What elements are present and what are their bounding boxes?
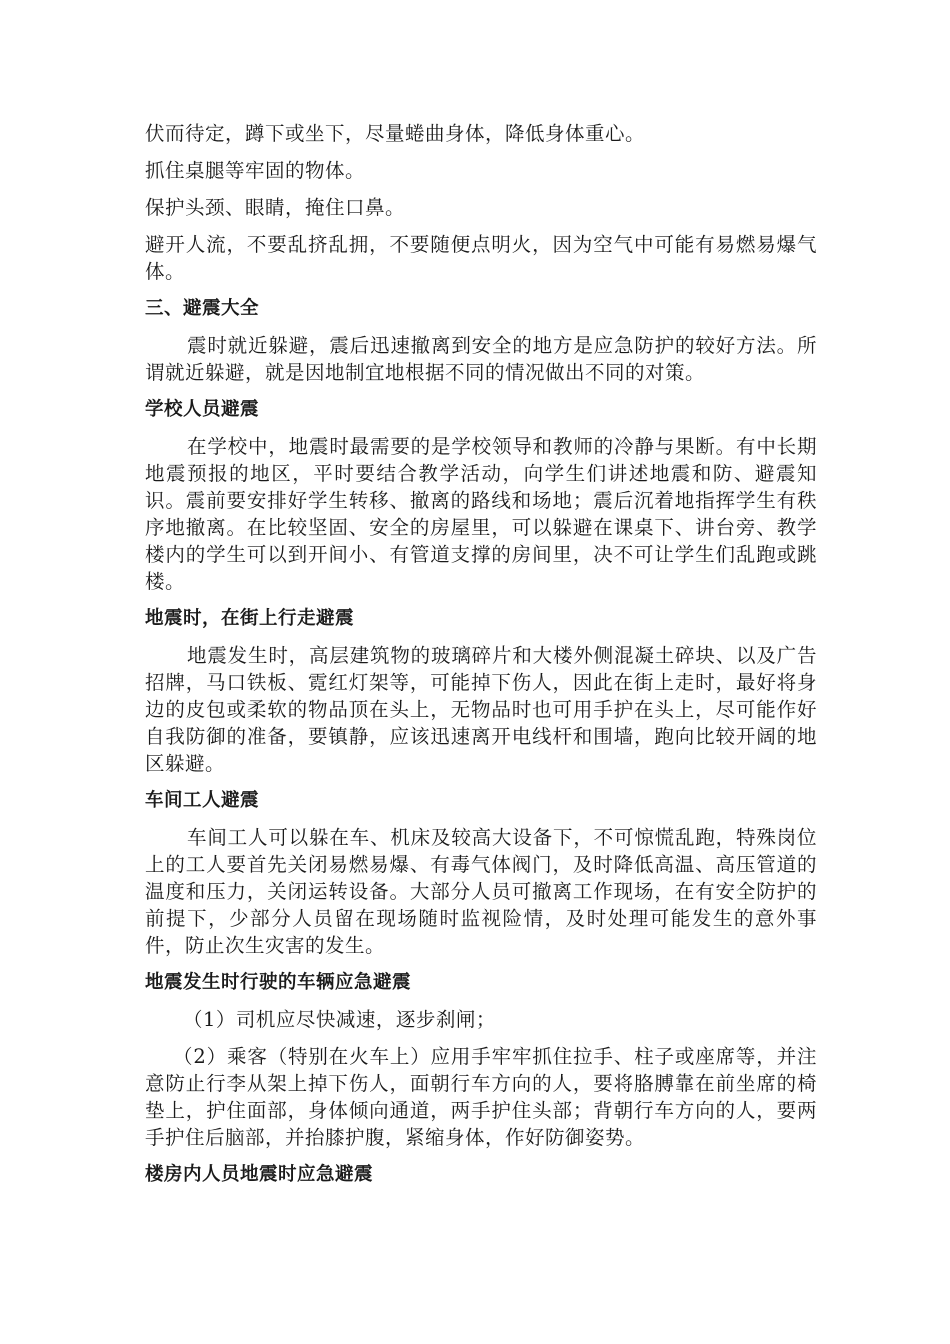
section-heading-street: 地震时，在街上行走避震 — [145, 608, 355, 629]
document-page — [145, 120, 817, 1198]
list-item-passenger: （2）乘客（特别在火车上）应用手牢牢抓住拉手、柱子或座席等，并注意防止行李从架上掉下伤人，面朝行车方向的人，要将胳膊靠在前坐席的椅垫上，护住面部，身体倾向通道，两手护住头部；背朝行车方向的人，要两手护住后脑部，并抬膝护腹，紧缩身体，作好防御姿势。 — [145, 1045, 817, 1149]
paragraph-avoid-crowd: 避开人流，不要乱挤乱拥，不要随便点明火，因为空气中可能有易燃易爆气体。 — [145, 233, 817, 283]
section-heading-school: 学校人员避震 — [145, 399, 260, 420]
paragraph-workshop: 车间工人可以躲在车、机床及较高大设备下，不可惊慌乱跑，特殊岗位上的工人要首先关闭易燃易爆、有毒气体阀门，及时降低高温、高压管道的温度和压力，关闭运转设备。大部分人员可撤离工作现场，在有安全防护的前提下，少部分人员留在现场随时监视险情，及时处理可能发生的意外事件，防止次生灾害的发生。 — [145, 826, 817, 957]
paragraph-guide-intro: 震时就近躲避，震后迅速撤离到安全的地方是应急防护的较好方法。所谓就近躲避，就是因地制宜地根据不同的情况做出不同的对策。 — [145, 334, 817, 384]
paragraph-street: 地震发生时，高层建筑物的玻璃碎片和大楼外侧混凝土碎块、以及广告招牌，马口铁板、霓红灯架等，可能掉下伤人，因此在街上走时，最好将身边的皮包或柔软的物品顶在头上，无物品时也可用手护在头上，尽可能作好自我防御的准备，要镇静，应该迅速离开电线杆和围墙，跑向比较开阔的地区躲避。 — [145, 644, 817, 775]
list-item-driver: （1）司机应尽快减速，逐步刹闸； — [183, 1008, 496, 1031]
paragraph-school: 在学校中，地震时最需要的是学校领导和教师的冷静与果断。有中长期地震预报的地区，平时要结合教学活动，向学生们讲述地震和防、避震知识。震前要安排好学生转移、撤离的路线和场地；震后沉着地指挥学生有秩序地撤离。在比较坚固、安全的房屋里，可以躲避在课桌下、讲台旁、教学楼内的学生可以到开间小、有管道支撑的房间里，决不可让学生们乱跑或跳楼。 — [145, 435, 817, 593]
section-heading-building: 楼房内人员地震时应急避震 — [145, 1164, 374, 1185]
section-heading-earthquake-guide: 三、避震大全 — [145, 298, 260, 319]
section-heading-workshop: 车间工人避震 — [145, 790, 260, 811]
section-heading-vehicle: 地震发生时行驶的车辆应急避震 — [145, 972, 412, 993]
paragraph-crouch: 伏而待定，蹲下或坐下，尽量蜷曲身体，降低身体重心。 — [145, 122, 646, 145]
paragraph-protect-head: 保护头颈、眼睛，掩住口鼻。 — [145, 196, 406, 219]
paragraph-hold-table: 抓住桌腿等牢固的物体。 — [145, 159, 366, 182]
